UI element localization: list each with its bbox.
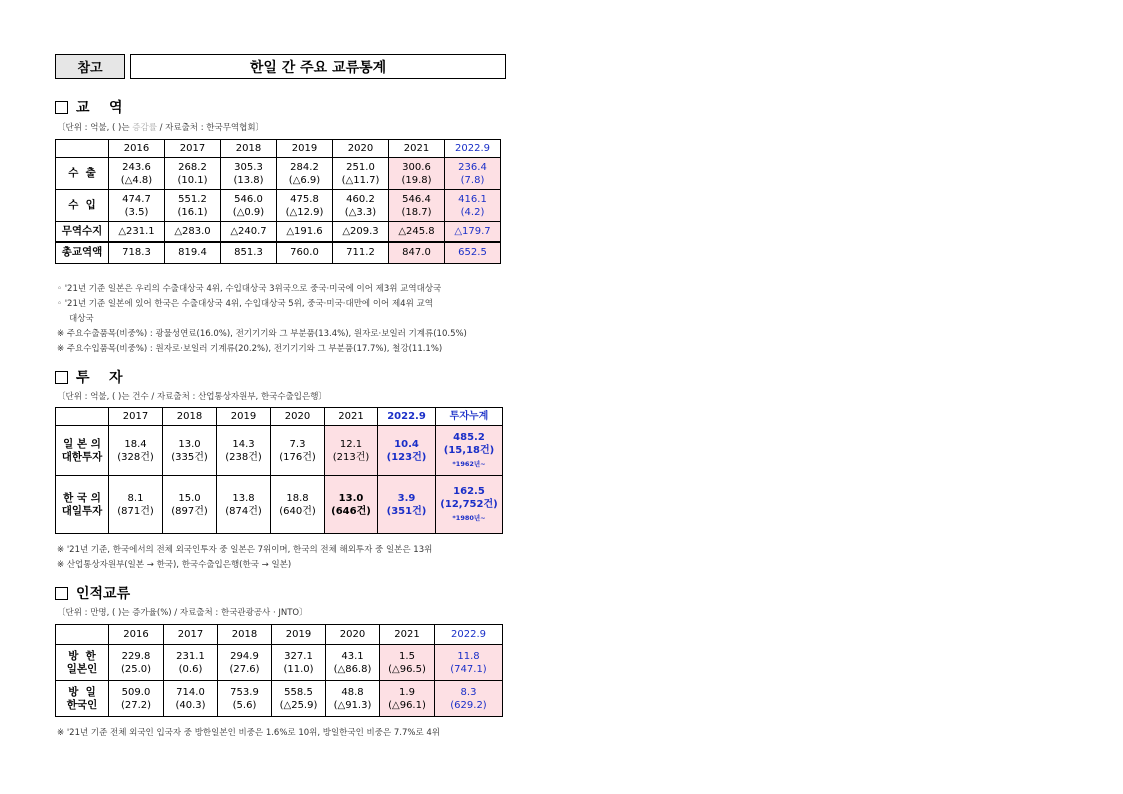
count: (871건): [117, 505, 154, 517]
label-line: 일본인: [66, 662, 98, 675]
trade-note-2: ◦ '21년 기준 일본에 있어 한국은 수출대상국 4위, 수입대상국 5위, 중국·미국·대만에 이어 제4위 교역: [57, 299, 433, 309]
people-cell: [380, 681, 435, 717]
year-header: 2022.9: [378, 408, 436, 426]
trade-cell: [277, 190, 333, 222]
trade-unit-note-dim: 증감률: [132, 123, 157, 133]
table-row: [56, 426, 503, 476]
cumulative-cell: [436, 426, 503, 476]
section-people-heading: [55, 583, 130, 603]
year-header: 2019: [272, 625, 326, 645]
rate: (629.2): [450, 699, 487, 711]
section-people-title: 인적교류: [76, 586, 131, 602]
corner-cell: [56, 140, 109, 158]
rate: (11.0): [283, 663, 314, 675]
rate: (18.7): [401, 206, 432, 218]
trade-cell: 652.5: [445, 242, 501, 264]
investment-note-1: ※ '21년 기준, 한국에서의 전체 외국인투자 중 일본은 7위이며, 한국의 전체 해외투자 중 일본은 13위: [57, 545, 433, 555]
value: 8.3: [460, 686, 477, 698]
investment-table: [55, 407, 503, 534]
year-header: 2021: [389, 140, 445, 158]
table-row: [56, 476, 503, 534]
label-line: 일 본 의: [63, 437, 101, 450]
people-cell: [164, 681, 218, 717]
year-header: 2021: [325, 408, 378, 426]
value: 558.5: [284, 686, 313, 698]
trade-cell: 847.0: [389, 242, 445, 264]
value: 8.1: [127, 492, 144, 504]
table-row: [56, 645, 503, 681]
rate: (5.6): [232, 699, 257, 711]
trade-cell: 760.0: [277, 242, 333, 264]
table-row: [56, 190, 501, 222]
label-line: 방 일: [68, 685, 96, 698]
value: 243.6: [122, 161, 151, 173]
value: 18.8: [286, 492, 309, 504]
value: 236.4: [458, 161, 487, 173]
value: 1.9: [399, 686, 415, 698]
year-header: 2022.9: [435, 625, 503, 645]
count: (328건): [117, 451, 154, 463]
rate: (16.1): [177, 206, 208, 218]
trade-unit-note-pre: 〔단위 : 억불, ( )는: [57, 123, 133, 133]
year-header: 2020: [333, 140, 389, 158]
value: 753.9: [230, 686, 259, 698]
rate: (△96.1): [388, 699, 426, 711]
people-cell: [109, 681, 164, 717]
trade-note-1: ◦ '21년 기준 일본은 우리의 수출대상국 4위, 수입대상국 3위국으로 중국·미국에 이어 제3위 교역대상국: [57, 284, 442, 294]
people-unit-note: 〔단위 : 만명, ( )는 증가율(%) / 자료출처 : 한국관광공사 · JNTO〕: [57, 608, 308, 618]
table-row: [56, 681, 503, 717]
checkbox-icon: [55, 371, 68, 384]
value: 229.8: [121, 650, 151, 662]
rate: (7.8): [460, 174, 485, 186]
value: 14.3: [232, 438, 255, 450]
count: (874건): [225, 505, 262, 517]
invest-cell: [109, 476, 163, 534]
people-cell: [435, 645, 503, 681]
trade-cell: [109, 158, 165, 190]
section-investment-title: 투 자: [76, 370, 123, 386]
value: 10.4: [394, 438, 419, 450]
invest-cell: [271, 476, 325, 534]
rate: (27.2): [120, 699, 152, 711]
invest-cell: [325, 476, 378, 534]
value: 162.5: [453, 485, 485, 497]
year-header: 2018: [163, 408, 217, 426]
invest-cell: [109, 426, 163, 476]
value: 12.1: [339, 438, 363, 450]
year-header: 2020: [271, 408, 325, 426]
reference-tag: 참고: [55, 54, 125, 79]
trade-cell: [389, 158, 445, 190]
value: 475.8: [290, 193, 319, 205]
trade-unit-note: [57, 121, 264, 133]
year-header: 2020: [326, 625, 380, 645]
trade-cell: [333, 190, 389, 222]
value: 268.2: [178, 161, 207, 173]
year-header: 2019: [217, 408, 271, 426]
count: (640건): [279, 505, 316, 517]
trade-cell: [109, 190, 165, 222]
value: 300.6: [402, 161, 431, 173]
invest-cell: [217, 426, 271, 476]
row-label-total: 총교역액: [56, 242, 109, 264]
cumulative-cell: [436, 476, 503, 534]
trade-cell: △191.6: [277, 222, 333, 242]
rate: (25.0): [120, 663, 152, 675]
cumulative-header: 투자누계: [436, 408, 503, 426]
count: (176건): [279, 451, 316, 463]
year-header: 2016: [109, 625, 164, 645]
rate: (△0.9): [232, 206, 265, 218]
year-header: 2019: [277, 140, 333, 158]
count: (897건): [171, 505, 208, 517]
people-note-1: ※ '21년 기준 전체 외국인 입국자 중 방한일본인 비중은 1.6%로 10위, 방일한국인 비중은 7.7%로 4위: [57, 728, 440, 738]
count: (213건): [332, 451, 370, 463]
row-label-balance: 무역수지: [56, 222, 109, 242]
trade-header-row: [56, 140, 501, 158]
rate: (0.6): [178, 663, 203, 675]
rate: (4.2): [460, 206, 485, 218]
people-cell: [218, 681, 272, 717]
count: (15,18건): [443, 444, 495, 456]
count: (12,752건): [440, 498, 498, 510]
since: *1962년~: [452, 459, 486, 468]
trade-table: [55, 139, 501, 264]
corner-cell: [56, 408, 109, 426]
corner-cell: [56, 625, 109, 645]
invest-cell: [163, 476, 217, 534]
trade-cell: 819.4: [165, 242, 221, 264]
row-label-jp-investment: [56, 426, 109, 476]
trade-cell: [389, 190, 445, 222]
page-title: 한일 간 주요 교류통계: [130, 54, 506, 79]
value: 509.0: [121, 686, 151, 698]
people-cell: [326, 681, 380, 717]
value: 460.2: [346, 193, 375, 205]
year-header: 2018: [218, 625, 272, 645]
rate: (△86.8): [333, 663, 372, 675]
invest-cell: [325, 426, 378, 476]
trade-cell: [445, 190, 501, 222]
invest-cell: [378, 476, 436, 534]
people-cell: [435, 681, 503, 717]
value: 294.9: [230, 650, 259, 662]
value: 48.8: [341, 686, 364, 698]
value: 284.2: [290, 161, 319, 173]
trade-cell: [165, 158, 221, 190]
trade-cell: 718.3: [109, 242, 165, 264]
rate: (△3.3): [344, 206, 377, 218]
value: 18.4: [124, 438, 147, 450]
trade-cell: [277, 158, 333, 190]
count: (335건): [171, 451, 208, 463]
year-header: 2017: [165, 140, 221, 158]
year-header: 2017: [164, 625, 218, 645]
value: 231.1: [176, 650, 205, 662]
count: (238건): [225, 451, 262, 463]
table-row: [56, 242, 501, 264]
trade-unit-note-post: / 자료출처 : 한국무역협회〕: [156, 123, 265, 133]
row-label-import: 수 입: [56, 190, 109, 222]
label-line: 한국인: [66, 698, 98, 711]
trade-cell: △240.7: [221, 222, 277, 242]
value: 3.9: [397, 492, 416, 504]
trade-cell: △245.8: [389, 222, 445, 242]
rate: (△11.7): [341, 174, 380, 186]
value: 474.7: [122, 193, 151, 205]
trade-note-5: ※ 주요수입품목(비중%) : 원자로·보일러 기계류(20.2%), 전기기기와 그 부분품(17.7%), 철강(11.1%): [57, 344, 443, 354]
trade-cell: 711.2: [333, 242, 389, 264]
rate: (△25.9): [279, 699, 318, 711]
trade-cell: [165, 190, 221, 222]
value: 485.2: [453, 431, 485, 443]
year-header: 2022.9: [445, 140, 501, 158]
rate: (△4.8): [120, 174, 153, 186]
label-line: 대일투자: [61, 504, 103, 517]
rate: (27.6): [229, 663, 260, 675]
year-header: 2016: [109, 140, 165, 158]
rate: (△91.3): [333, 699, 372, 711]
value: 7.3: [289, 438, 306, 450]
section-trade-heading: [55, 97, 123, 117]
row-label-kr-visitors: [56, 681, 109, 717]
trade-cell: [333, 158, 389, 190]
since: *1980년~: [452, 513, 486, 522]
value: 13.8: [232, 492, 255, 504]
count: (646건): [331, 505, 371, 517]
trade-note-3: 대상국: [69, 314, 94, 324]
label-line: 대한투자: [61, 450, 103, 463]
rate: (40.3): [175, 699, 206, 711]
trade-cell: △209.3: [333, 222, 389, 242]
value: 546.4: [402, 193, 431, 205]
year-header: 2018: [221, 140, 277, 158]
rate: (△96.5): [388, 663, 426, 675]
trade-cell: [445, 158, 501, 190]
value: 714.0: [176, 686, 205, 698]
invest-cell: [271, 426, 325, 476]
rate: (10.1): [177, 174, 208, 186]
invest-cell: [378, 426, 436, 476]
checkbox-icon: [55, 101, 68, 114]
value: 551.2: [178, 193, 207, 205]
people-cell: [109, 645, 164, 681]
trade-cell: [221, 190, 277, 222]
count: (123건): [386, 451, 427, 463]
people-cell: [380, 645, 435, 681]
investment-note-2: ※ 산업통상자원부(일본 → 한국), 한국수출입은행(한국 → 일본): [57, 560, 292, 570]
value: 416.1: [458, 193, 487, 205]
value: 1.5: [399, 650, 415, 662]
trade-cell: △231.1: [109, 222, 165, 242]
row-label-kr-investment: [56, 476, 109, 534]
people-cell: [326, 645, 380, 681]
rate: (747.1): [450, 663, 487, 675]
trade-cell: 851.3: [221, 242, 277, 264]
rate: (3.5): [124, 206, 149, 218]
people-cell: [164, 645, 218, 681]
invest-cell: [217, 476, 271, 534]
value: 13.0: [338, 492, 364, 504]
value: 13.0: [178, 438, 201, 450]
value: 546.0: [234, 193, 263, 205]
checkbox-icon: [55, 587, 68, 600]
year-header: 2021: [380, 625, 435, 645]
trade-cell: △179.7: [445, 222, 501, 242]
invest-cell: [163, 426, 217, 476]
investment-unit-note: 〔단위 : 억불, ( )는 건수 / 자료출처 : 산업통상자원부, 한국수출입은행〕: [57, 392, 327, 402]
trade-cell: △283.0: [165, 222, 221, 242]
table-row: [56, 222, 501, 242]
value: 43.1: [341, 650, 364, 662]
rate: (△12.9): [285, 206, 324, 218]
rate: (13.8): [233, 174, 264, 186]
people-cell: [272, 681, 326, 717]
section-trade-title: 교 역: [76, 100, 123, 116]
year-header: 2017: [109, 408, 163, 426]
trade-note-4: ※ 주요수출품목(비중%) : 광물성연료(16.0%), 전기기기와 그 부분품(13.4%), 원자로·보일러 기계류(10.5%): [57, 329, 467, 339]
value: 327.1: [284, 650, 313, 662]
value: 251.0: [346, 161, 375, 173]
label-line: 한 국 의: [63, 491, 101, 504]
people-table: [55, 624, 503, 717]
value: 305.3: [234, 161, 263, 173]
row-label-jp-visitors: [56, 645, 109, 681]
section-investment-heading: [55, 367, 123, 387]
rate: (19.8): [401, 174, 432, 186]
row-label-export: 수 출: [56, 158, 109, 190]
label-line: 방 한: [68, 649, 96, 662]
investment-header-row: [56, 408, 503, 426]
table-row: [56, 158, 501, 190]
people-cell: [218, 645, 272, 681]
people-cell: [272, 645, 326, 681]
count: (351건): [386, 505, 427, 517]
value: 11.8: [457, 650, 480, 662]
value: 15.0: [178, 492, 201, 504]
people-header-row: [56, 625, 503, 645]
trade-cell: [221, 158, 277, 190]
rate: (△6.9): [288, 174, 321, 186]
